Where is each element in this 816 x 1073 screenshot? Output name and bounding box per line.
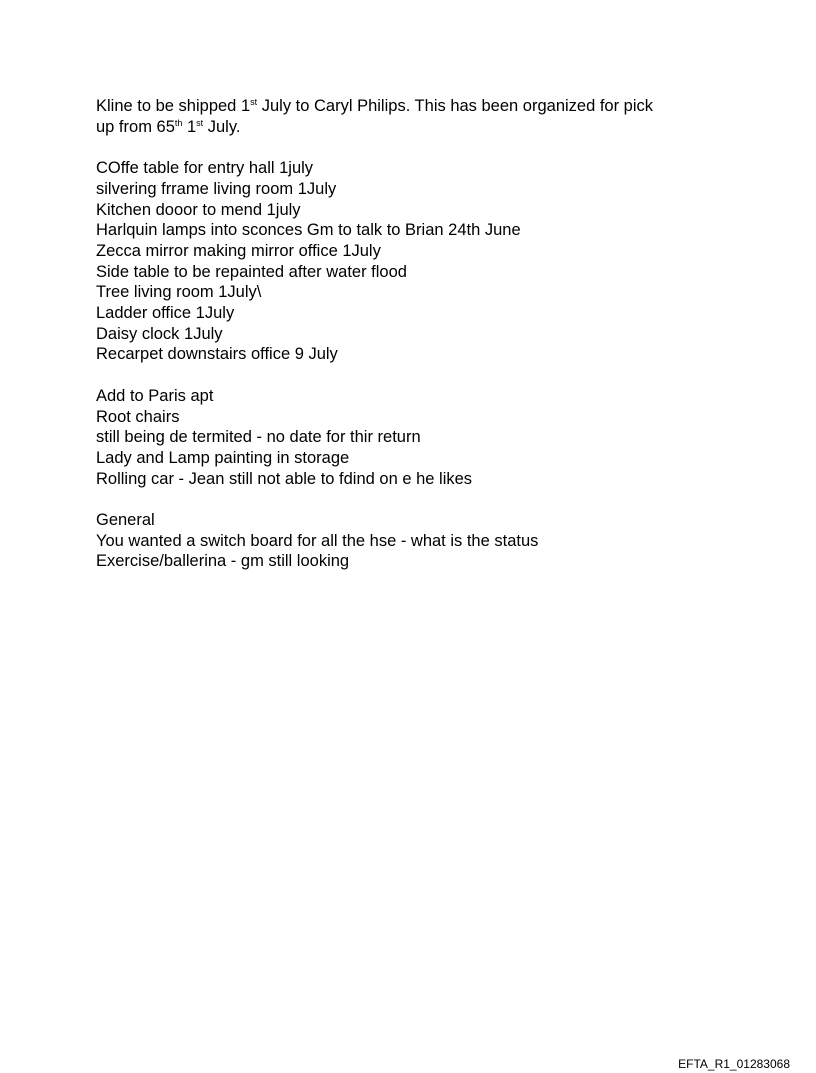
paris-line: still being de termited - no date for thir return (96, 428, 421, 447)
task-line: Ladder office 1July (96, 304, 235, 323)
paris-section (96, 386, 736, 490)
task-line: COffe table for entry hall 1july (96, 159, 314, 178)
intro-text: Kline to be shipped 1 (96, 97, 251, 115)
section-heading-general: General (96, 511, 155, 530)
task-line: Zecca mirror making mirror office 1July (96, 241, 381, 260)
section-heading-paris: Add to Paris apt (96, 386, 214, 405)
task-line: Harlquin lamps into sconces Gm to talk to Brian 24th June (96, 221, 521, 240)
task-line: Side table to be repainted after water flood (96, 262, 407, 281)
paris-line: Root chairs (96, 407, 180, 426)
task-line: Recarpet downstairs office 9 July (96, 345, 338, 364)
intro-text: July. (203, 117, 241, 136)
task-line: Daisy clock 1July (96, 324, 223, 343)
document-body (96, 96, 736, 593)
intro-line-2 (96, 117, 736, 138)
intro-text: up from 65 (96, 117, 175, 136)
general-section (96, 510, 736, 572)
task-list (96, 158, 736, 365)
general-line: Exercise/ballerina - gm still looking (96, 552, 350, 571)
ordinal-suffix: th (174, 117, 183, 128)
task-line: Kitchen dooor to mend 1july (96, 200, 301, 219)
general-line: You wanted a switch board for all the hse - what is the status (96, 531, 539, 550)
document-id-stamp: EFTA_R1_01283068 (678, 1057, 790, 1071)
intro-text: July to Caryl Philips. This has been organized for pick (257, 97, 654, 115)
intro-paragraph (96, 96, 736, 137)
paris-line: Rolling car - Jean still not able to fdind on e he likes (96, 469, 473, 488)
ordinal-suffix: st (250, 97, 258, 107)
intro-line-1 (96, 96, 736, 117)
intro-text: 1 (182, 117, 197, 136)
task-line: silvering frrame living room 1July (96, 179, 337, 198)
ordinal-suffix: st (196, 117, 204, 128)
task-line: Tree living room 1July\ (96, 283, 262, 302)
paris-line: Lady and Lamp painting in storage (96, 448, 350, 467)
